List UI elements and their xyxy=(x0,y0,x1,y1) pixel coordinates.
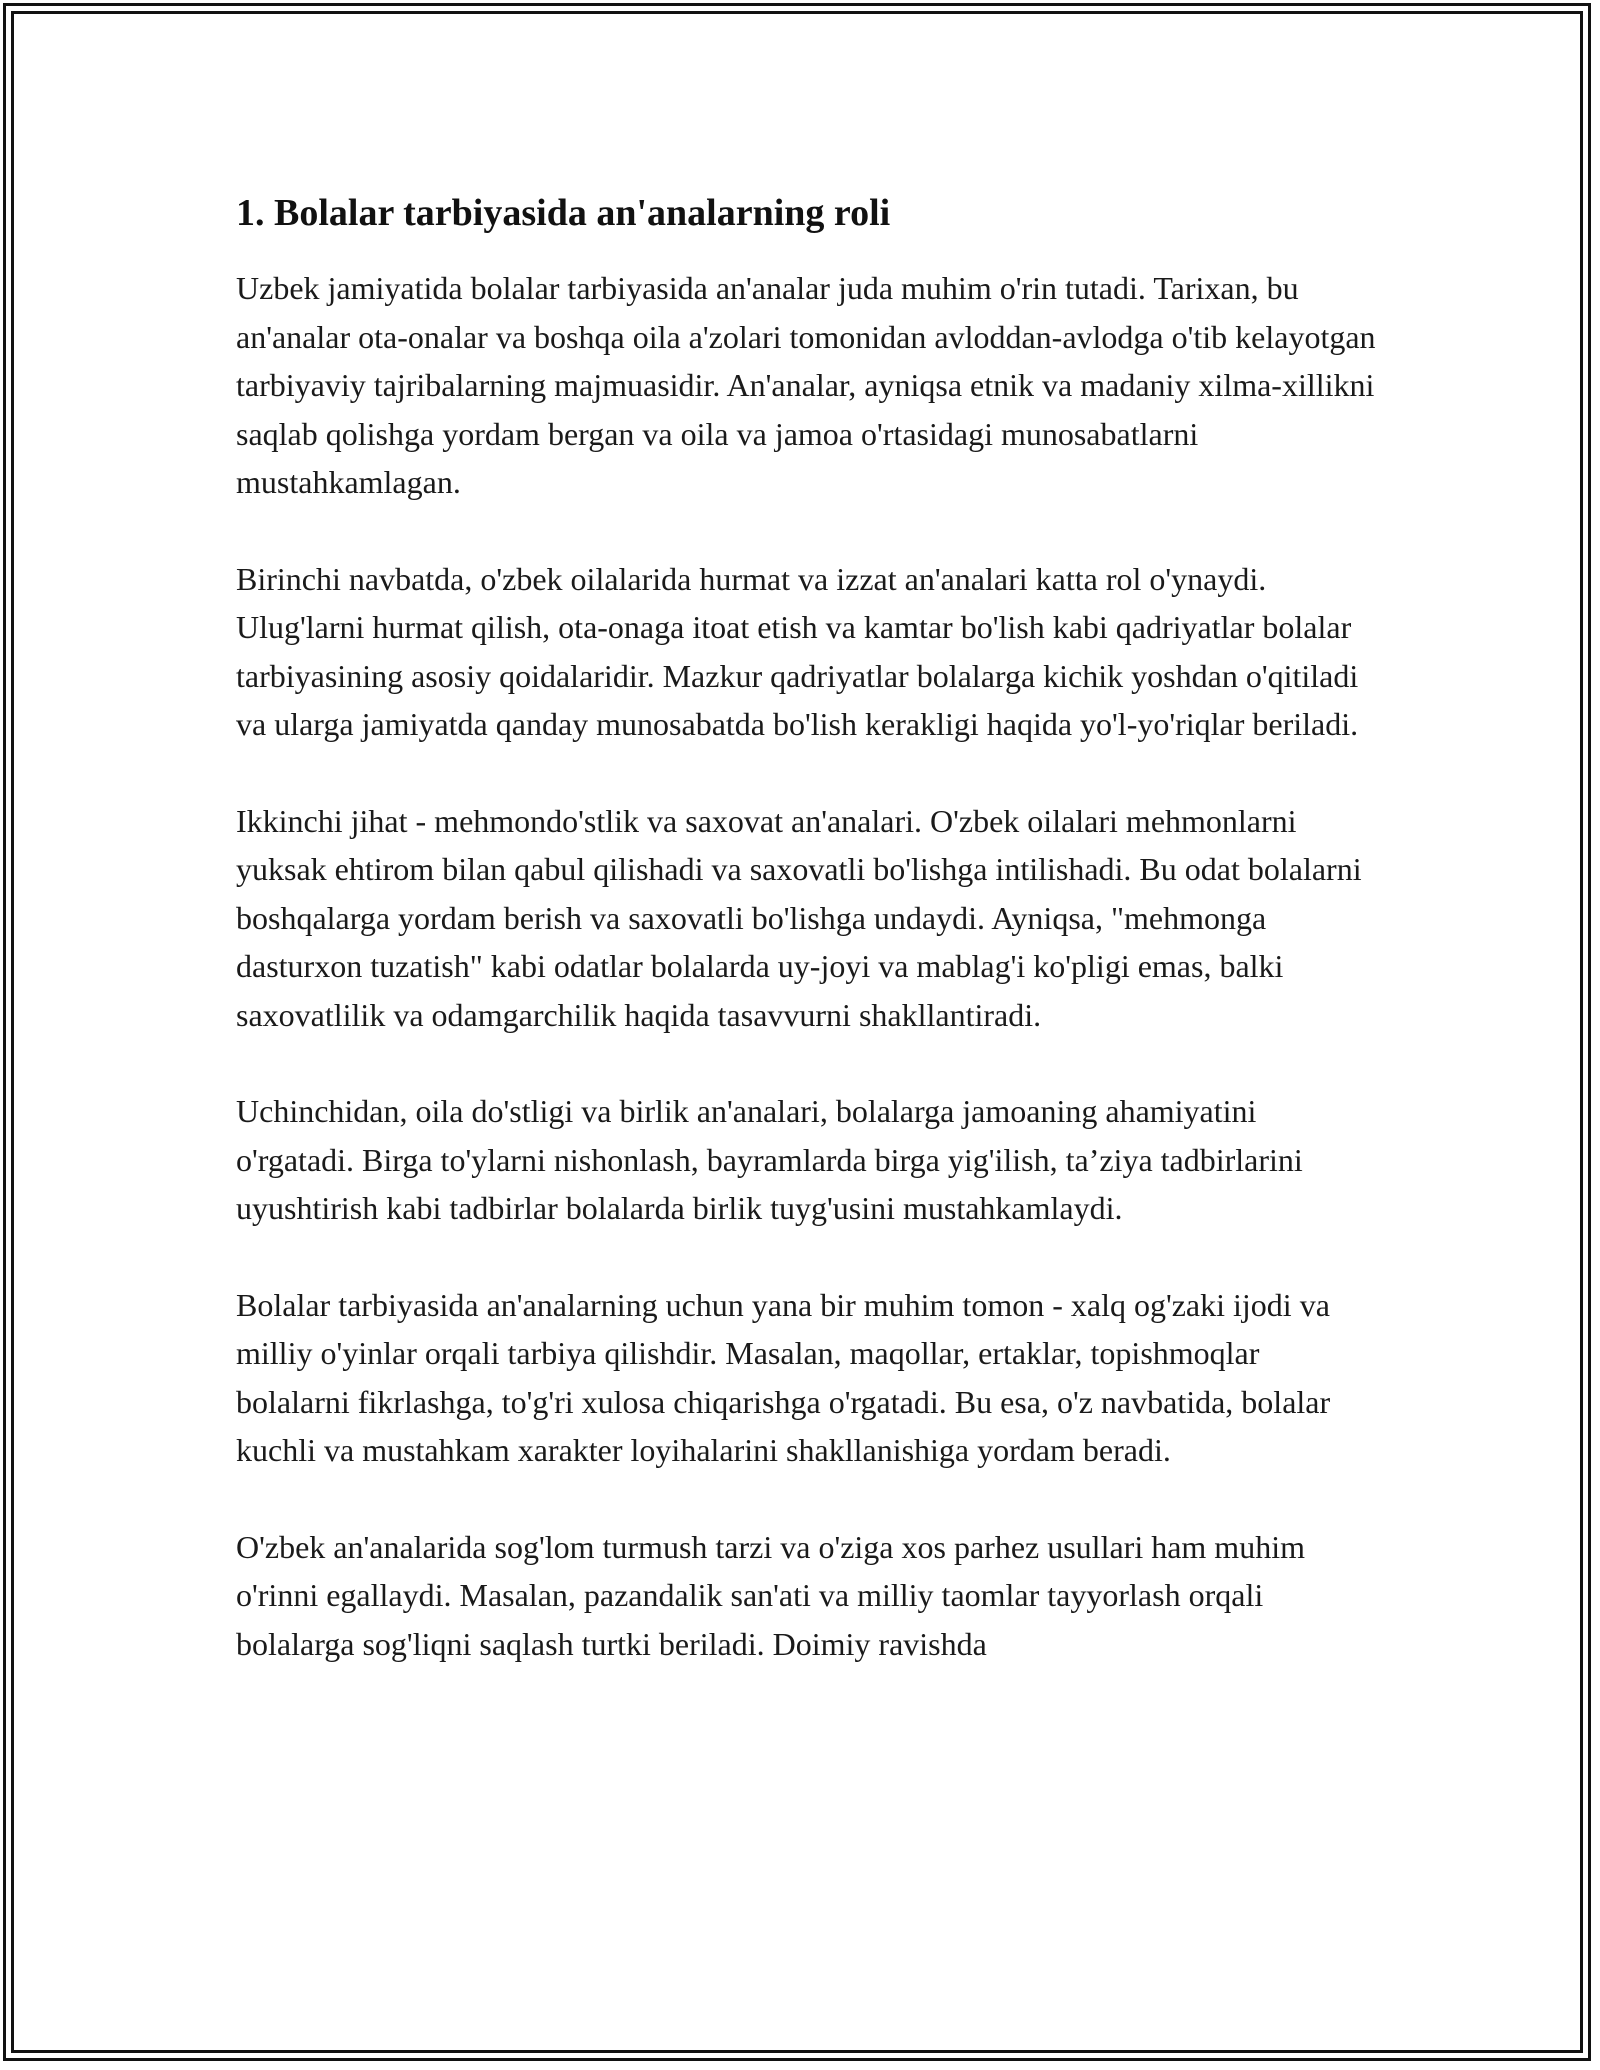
section-heading: 1. Bolalar tarbiyasida an'analarning roli xyxy=(236,192,891,234)
document-body xyxy=(236,180,1376,1716)
paragraph-5: Bolalar tarbiyasida an'analarning uchun yana bir muhim tomon - xalq og'zaki ijodi va milliy o'yinlar orqali tarbiya qilishdir. Masalan, maqollar, ertaklar, topishmoqlar bolalarni fikrlashga, to'g'ri xulosa chiqarishga o'rgatadi. Bu esa, o'z navbatida, bolalar kuchli va mustahkam xarakter loyihalarini shakllanishiga yordam beradi. xyxy=(236,1286,1331,1468)
paragraph-2: Birinchi navbatda, o'zbek oilalarida hurmat va izzat an'analari katta rol o'ynaydi. Ulug'larni hurmat qilish, ota-onaga itoat etish va kamtar bo'lish kabi qadriyatlar bolalar tarbiyasining asosiy qoidalaridir. Mazkur qadriyatlar bolalarga kichik yoshdan o'qitiladi va ularga jamiyatda qanday munosabatda bo'lish kerakligi haqida yo'l-yo'riqlar beriladi. xyxy=(236,560,1359,742)
paragraph-1: Uzbek jamiyatida bolalar tarbiyasida an'analar juda muhim o'rin tutadi. Tarixan, bu an'analar ota-onalar va boshqa oila a'zolari tomonidan avloddan-avlodga o'tib kelayotgan tarbiyaviy tajribalarning majmuasidir. An'analar, ayniqsa etnik va madaniy xilma-xillikni saqlab qolishga yordam bergan va oila va jamoa o'rtasidagi munosabatlarni mustahkamlagan. xyxy=(236,270,1376,500)
paragraph-3: Ikkinchi jihat - mehmondo'stlik va saxovat an'analari. O'zbek oilalari mehmonlarni yuksak ehtirom bilan qabul qilishadi va saxovatli bo'lishga intilishadi. Bu odat bolalarni boshqalarga yordam berish va saxovatli bo'lishga undaydi. Ayniqsa, "mehmonga dasturxon tuzatish" kabi odatlar bolalarda uy-joyi va mablag'i ko'pligi emas, balki saxovatlilik va odamgarchilik haqida tasavvurni shakllantiradi. xyxy=(236,802,1362,1033)
paragraph-4: Uchinchidan, oila do'stligi va birlik an'analari, bolalarga jamoaning ahamiyatini o'rgatadi. Birga to'ylarni nishonlash, bayramlarda birga yig'ilish, ta’ziya tadbirlarini uyushtirish kabi tadbirlar bolalarda birlik tuyg'usini mustahkamlaydi. xyxy=(236,1093,1303,1226)
paragraph-6: O'zbek an'analarida sog'lom turmush tarzi va o'ziga xos parhez usullari ham muhim o'rinni egallaydi. Masalan, pazandalik san'ati va milliy taomlar tayyorlash orqali bolalarga sog'liqni saqlash turtki beriladi. Doimiy ravishda xyxy=(236,1528,1305,1662)
